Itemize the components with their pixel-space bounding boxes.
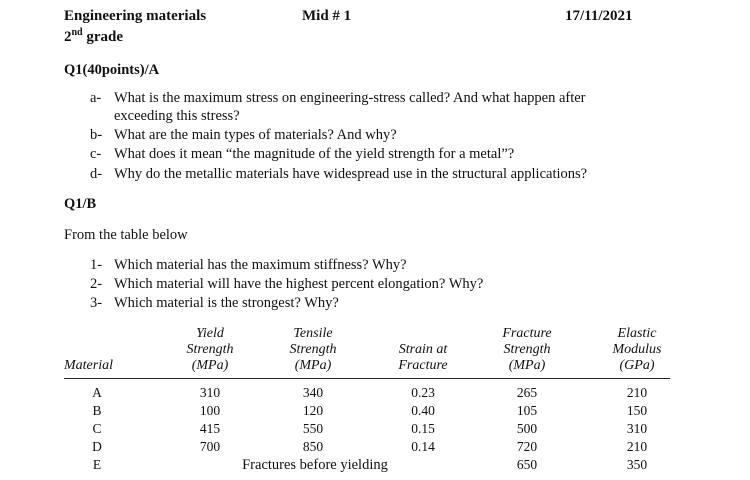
q1b-item-1	[90, 257, 407, 274]
header-line: Modulus	[612, 342, 662, 357]
cell-strain: 0.15	[411, 421, 435, 436]
item-marker: a-	[90, 90, 102, 106]
header-line: Yield	[196, 326, 224, 341]
q1a-item-a	[90, 90, 586, 107]
cell-fracture-note: Fractures before yielding	[242, 457, 388, 473]
cell-material: C	[92, 421, 102, 436]
cell-tensile: 340	[302, 385, 324, 400]
cell-modulus: 210	[626, 385, 648, 400]
cell-modulus: 210	[626, 439, 648, 454]
header-line: (MPa)	[191, 358, 229, 373]
header-line: Strength	[289, 342, 337, 357]
grade-number: 2	[64, 29, 72, 45]
cell-fracture: 720	[516, 439, 538, 454]
q1b-title: Q1/B	[64, 196, 97, 212]
header-line: (MPa)	[294, 358, 332, 373]
header-line: Strength	[503, 342, 551, 357]
cell-strain: 0.23	[411, 385, 435, 400]
header-line: Strain at	[398, 342, 448, 357]
header-material: Material	[64, 358, 113, 373]
q1a-item-a-continuation: exceeding this stress?	[114, 108, 240, 124]
q1a-item-d	[90, 166, 587, 183]
q1b-item-2	[90, 276, 483, 293]
cell-fracture: 105	[516, 403, 538, 418]
header-elastic-modulus	[592, 326, 682, 374]
cell-fracture: 265	[516, 385, 538, 400]
exam-date: 17/11/2021	[565, 8, 633, 24]
header-fracture-strength	[482, 326, 572, 374]
cell-material: B	[92, 403, 102, 418]
q1b-item-3	[90, 295, 339, 312]
header-line: (GPa)	[619, 358, 655, 373]
item-text: Why do the metallic materials have widespread use in the structural applications?	[114, 166, 588, 182]
item-marker: c-	[90, 146, 102, 162]
grade-label	[64, 27, 123, 46]
item-marker: b-	[90, 127, 103, 143]
item-text: Which material has the maximum stiffness? Why?	[114, 257, 407, 273]
header-line: Tensile	[293, 326, 333, 341]
exam-title: Mid # 1	[302, 8, 352, 24]
cell-yield: 700	[199, 439, 221, 454]
header-line: Fracture	[398, 358, 448, 373]
cell-modulus: 150	[626, 403, 648, 418]
cell-fracture: 650	[516, 457, 538, 472]
header-strain	[378, 342, 468, 374]
cell-fracture: 500	[516, 421, 538, 436]
header-tensile	[268, 326, 358, 374]
grade-suffix: nd	[71, 27, 83, 38]
cell-tensile: 550	[302, 421, 324, 436]
table-header-rule	[64, 378, 670, 379]
item-text: What does it mean “the magnitude of the yield strength for a metal”?	[114, 146, 515, 162]
q1a-item-b	[90, 127, 397, 144]
q1a-title: Q1(40points)/A	[64, 62, 160, 78]
cell-yield: 415	[199, 421, 221, 436]
cell-modulus: 350	[626, 457, 648, 472]
header-line: Elastic	[617, 326, 657, 341]
item-marker: 2-	[90, 276, 103, 292]
item-marker: d-	[90, 166, 103, 182]
cell-modulus: 310	[626, 421, 648, 436]
q1a-item-c	[90, 146, 514, 163]
item-text: Which material will have the highest percent elongation? Why?	[114, 276, 484, 292]
cell-material: A	[92, 385, 102, 400]
q1b-intro: From the table below	[64, 227, 188, 243]
cell-tensile: 850	[302, 439, 324, 454]
item-text: What are the main types of materials? And why?	[114, 127, 397, 143]
item-marker: 3-	[90, 295, 103, 311]
cell-material: E	[92, 457, 102, 472]
cell-yield: 100	[199, 403, 221, 418]
item-text-line-1: What is the maximum stress on engineering-stress called? And what happen after	[114, 90, 586, 106]
header-line: Strength	[186, 342, 234, 357]
cell-strain: 0.40	[411, 403, 435, 418]
cell-tensile: 120	[302, 403, 324, 418]
item-marker: 1-	[90, 257, 103, 273]
cell-strain: 0.14	[411, 439, 435, 454]
cell-material: D	[92, 439, 102, 454]
cell-yield: 310	[199, 385, 221, 400]
header-line: (MPa)	[508, 358, 546, 373]
item-text: Which material is the strongest? Why?	[114, 295, 339, 311]
course-title: Engineering materials	[64, 8, 207, 24]
header-line: Fracture	[502, 326, 552, 341]
grade-word: grade	[82, 29, 124, 45]
header-yield	[165, 326, 255, 374]
